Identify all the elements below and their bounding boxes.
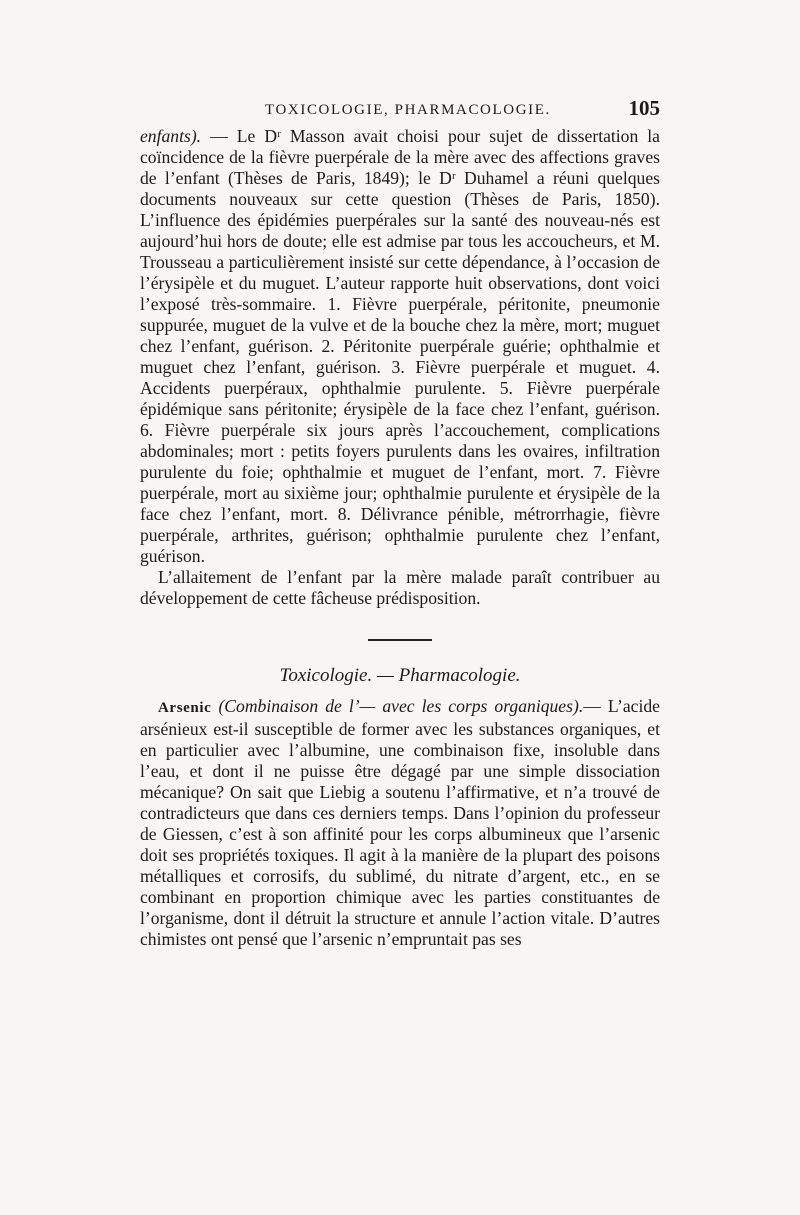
page-number: 105: [628, 96, 660, 120]
page-header: [140, 96, 660, 122]
paragraph-allaitement: L’allaitement de l’enfant par la mère malade paraît contribuer au développement de cette fâcheuse prédisposition.: [140, 567, 660, 608]
entry-dash: —: [583, 696, 601, 716]
lead-italic: enfants).: [140, 126, 202, 146]
paragraph-arsenic: [140, 696, 660, 950]
section-divider: [368, 639, 432, 641]
paragraph-text: — Le Dʳ Masson avait choisi pour sujet de dissertation la coïncidence de la fièvre puerpérale de la mère avec des affections graves de l’enfant (Thèses de Paris, 1849); le Dʳ Duhamel a réuni quelques documents nouveaux sur cette question (Thèses de Paris, 1850). L’influence des épidémies puerpérales sur la santé des nouveau-nés est aujourd’hui hors de doute; elle est admise par tous les accoucheurs, et M. Trousseau a particulièrement insisté sur cette dépendance, à l’occasion de l’érysipèle et du muguet. L’auteur rapporte huit observations, dont voici l’exposé très-sommaire. 1. Fièvre puerpérale, péritonite, pneumonie suppurée, muguet de la vulve et de la bouche chez la mère, mort; muguet chez l’enfant, guérison. 2. Péritonite puerpérale guérie; ophthalmie et muguet chez l’enfant, guérison. 3. Fièvre puerpérale et muguet. 4. Accidents puerpéraux, ophthalmie purulente. 5. Fièvre puerpérale épidémique sans péritonite; érysipèle de la face chez l’enfant, guérison. 6. Fièvre puerpérale six jours après l’accouchement, complications abdominales; mort : petits foyers purulents dans les ovaires, infiltration purulente du foie; ophthalmie et muguet de l’enfant, mort. 7. Fièvre puerpérale, mort au sixième jour; ophthalmie purulente et érysipèle de la face chez l’enfant, mort. 8. Délivrance pénible, métrorrhagie, fièvre puerpérale, arthrites, guérison; ophthalmie purulente chez l’enfant, guérison.: [140, 126, 660, 566]
running-head: TOXICOLOGIE, PHARMACOLOGIE.: [265, 102, 551, 118]
paragraph-enfants: [140, 126, 660, 567]
entry-subtitle: (Combinaison de l’— avec les corps organiques).: [218, 696, 584, 716]
entry-title: Arsenic: [158, 700, 212, 716]
section-heading: Toxicologie. — Pharmacologie.: [279, 665, 521, 686]
entry-text: L’acide arsénieux est-il susceptible de former avec les substances organiques, et en particulier avec l’albumine, une combinaison fixe, insoluble dans l’eau, et dont il ne puisse être dégagé par une simple dissociation mécanique? On sait que Liebig a soutenu l’affirmative, et n’a trouvé de contradicteurs que dans ces derniers temps. Dans l’opinion du professeur de Giessen, c’est à son affinité pour les corps albumineux que l’arsenic doit ses propriétés toxiques. Il agit à la manière de la plupart des poisons métalliques et corrosifs, du sublimé, du nitrate d’argent, etc., en se combinant en proportion chimique avec les parties constituantes de l’organisme, dont il détruit la structure et annule l’action vitale. D’autres chimistes ont pensé que l’arsenic n’empruntait pas ses: [140, 696, 660, 949]
body-text: [140, 126, 660, 950]
